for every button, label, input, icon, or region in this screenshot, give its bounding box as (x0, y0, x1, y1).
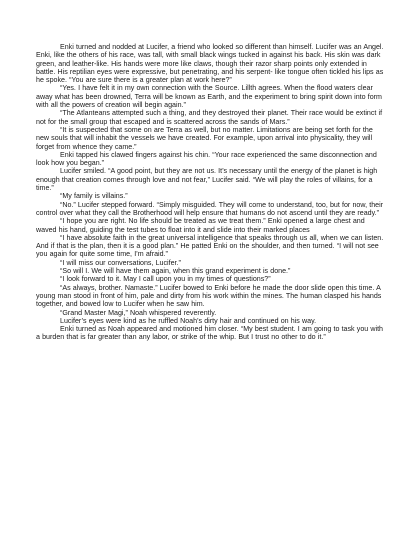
paragraph: “As always, brother. Namaste.” Lucifer bowed to Enki before he made the door slide open this time. A young man stood in front of him, pale and dirty from his work within the mines. The human clasped his hands together, and bowed low to Lucifer when he saw him. (36, 283, 382, 309)
paragraph: Lucifer smiled. “A good point, but they are not us. It’s necessary until the energy of the planet is high enough that creation comes through love and not fear,” Lucifer said. “We will play the roles of villains, for a time.” (36, 167, 378, 193)
paragraph: “I look forward to it. May I call upon you in my times of questions?” (60, 275, 271, 284)
paragraph: “The Atlanteans attempted such a thing, and they destroyed their planet. Their race would be extinct if not for the small group that escaped and is scattered across the sands of Mars.” (36, 109, 383, 126)
document-page (36, 43, 386, 535)
paragraph: “Grand Master Magi,” Noah whispered reverently. (60, 308, 217, 317)
paragraph: Enki turned as Noah appeared and motioned him closer. “My best student. I am going to task you with a burden that is far greater than any labor, or strike of the whip. But I trust no other to do it.” (36, 325, 383, 342)
paragraph: Lucifer’s eyes were kind as he ruffled Noah’s dirty hair and continued on his way. (60, 316, 317, 325)
paragraph: “Yes. I have felt it in my own connection with the Source. Lillth agrees. When the flood waters clear away what has been drowned, Terra will be known as Earth, and the experiment to bring spirit down into form with all the powers of creation will begin again.” (36, 84, 382, 110)
paragraph: “No.” Lucifer stepped forward. “Simply misguided. They will come to understand, too, but for now, their control over what they call the Brotherhood will help ensure that humans do not ascend until they are ready.” (36, 200, 384, 217)
paragraph: Enki turned and nodded at Lucifer, a friend who looked so different than himself. Lucifer was an Angel. Enki, like the others of his race, was tall, with small black wings tucked in against his back. His skin was dark green, and leather-like. His hands were more like claws, though their razor sharp points only extended in battle. His reptilian eyes were expressive, but penetrating, and his serpent- like tongue often tickled his lips as he spoke. “You are sure there is a greater plan at work here?” (36, 43, 384, 85)
paragraph: Enki tapped his clawed fingers against his chin. “Your race experienced the same disconnection and look how you began.” (36, 150, 377, 168)
paragraph: “I have absolute faith in the great universal intelligence that speaks through us all, when we can listen. And if that is the plan, then it is a good plan.” He patted Enki on the shoulder, and then turned. “I will not see you again for quite some time, I’m afraid.” (36, 233, 384, 259)
paragraph: “It is suspected that some on are Terra as well, but no matter. Limitations are being set forth for the new souls that will inhabit the vessels we have created. For example, upon arrival into physicality, they will forget from whence they came.” (36, 125, 373, 151)
paragraph: “My family is villains.” (60, 192, 128, 201)
paragraph: “So will I. We will have them again, when this grand experiment is done.” (60, 267, 291, 276)
paragraph: “I will miss our conversations, Lucifer.” (60, 258, 181, 267)
paragraph: “I hope you are right. No life should be treated as we treat them.” Enki opened a large chest and waved his hand, guiding the test tubes to float into it and slide into their marked places (36, 217, 365, 234)
